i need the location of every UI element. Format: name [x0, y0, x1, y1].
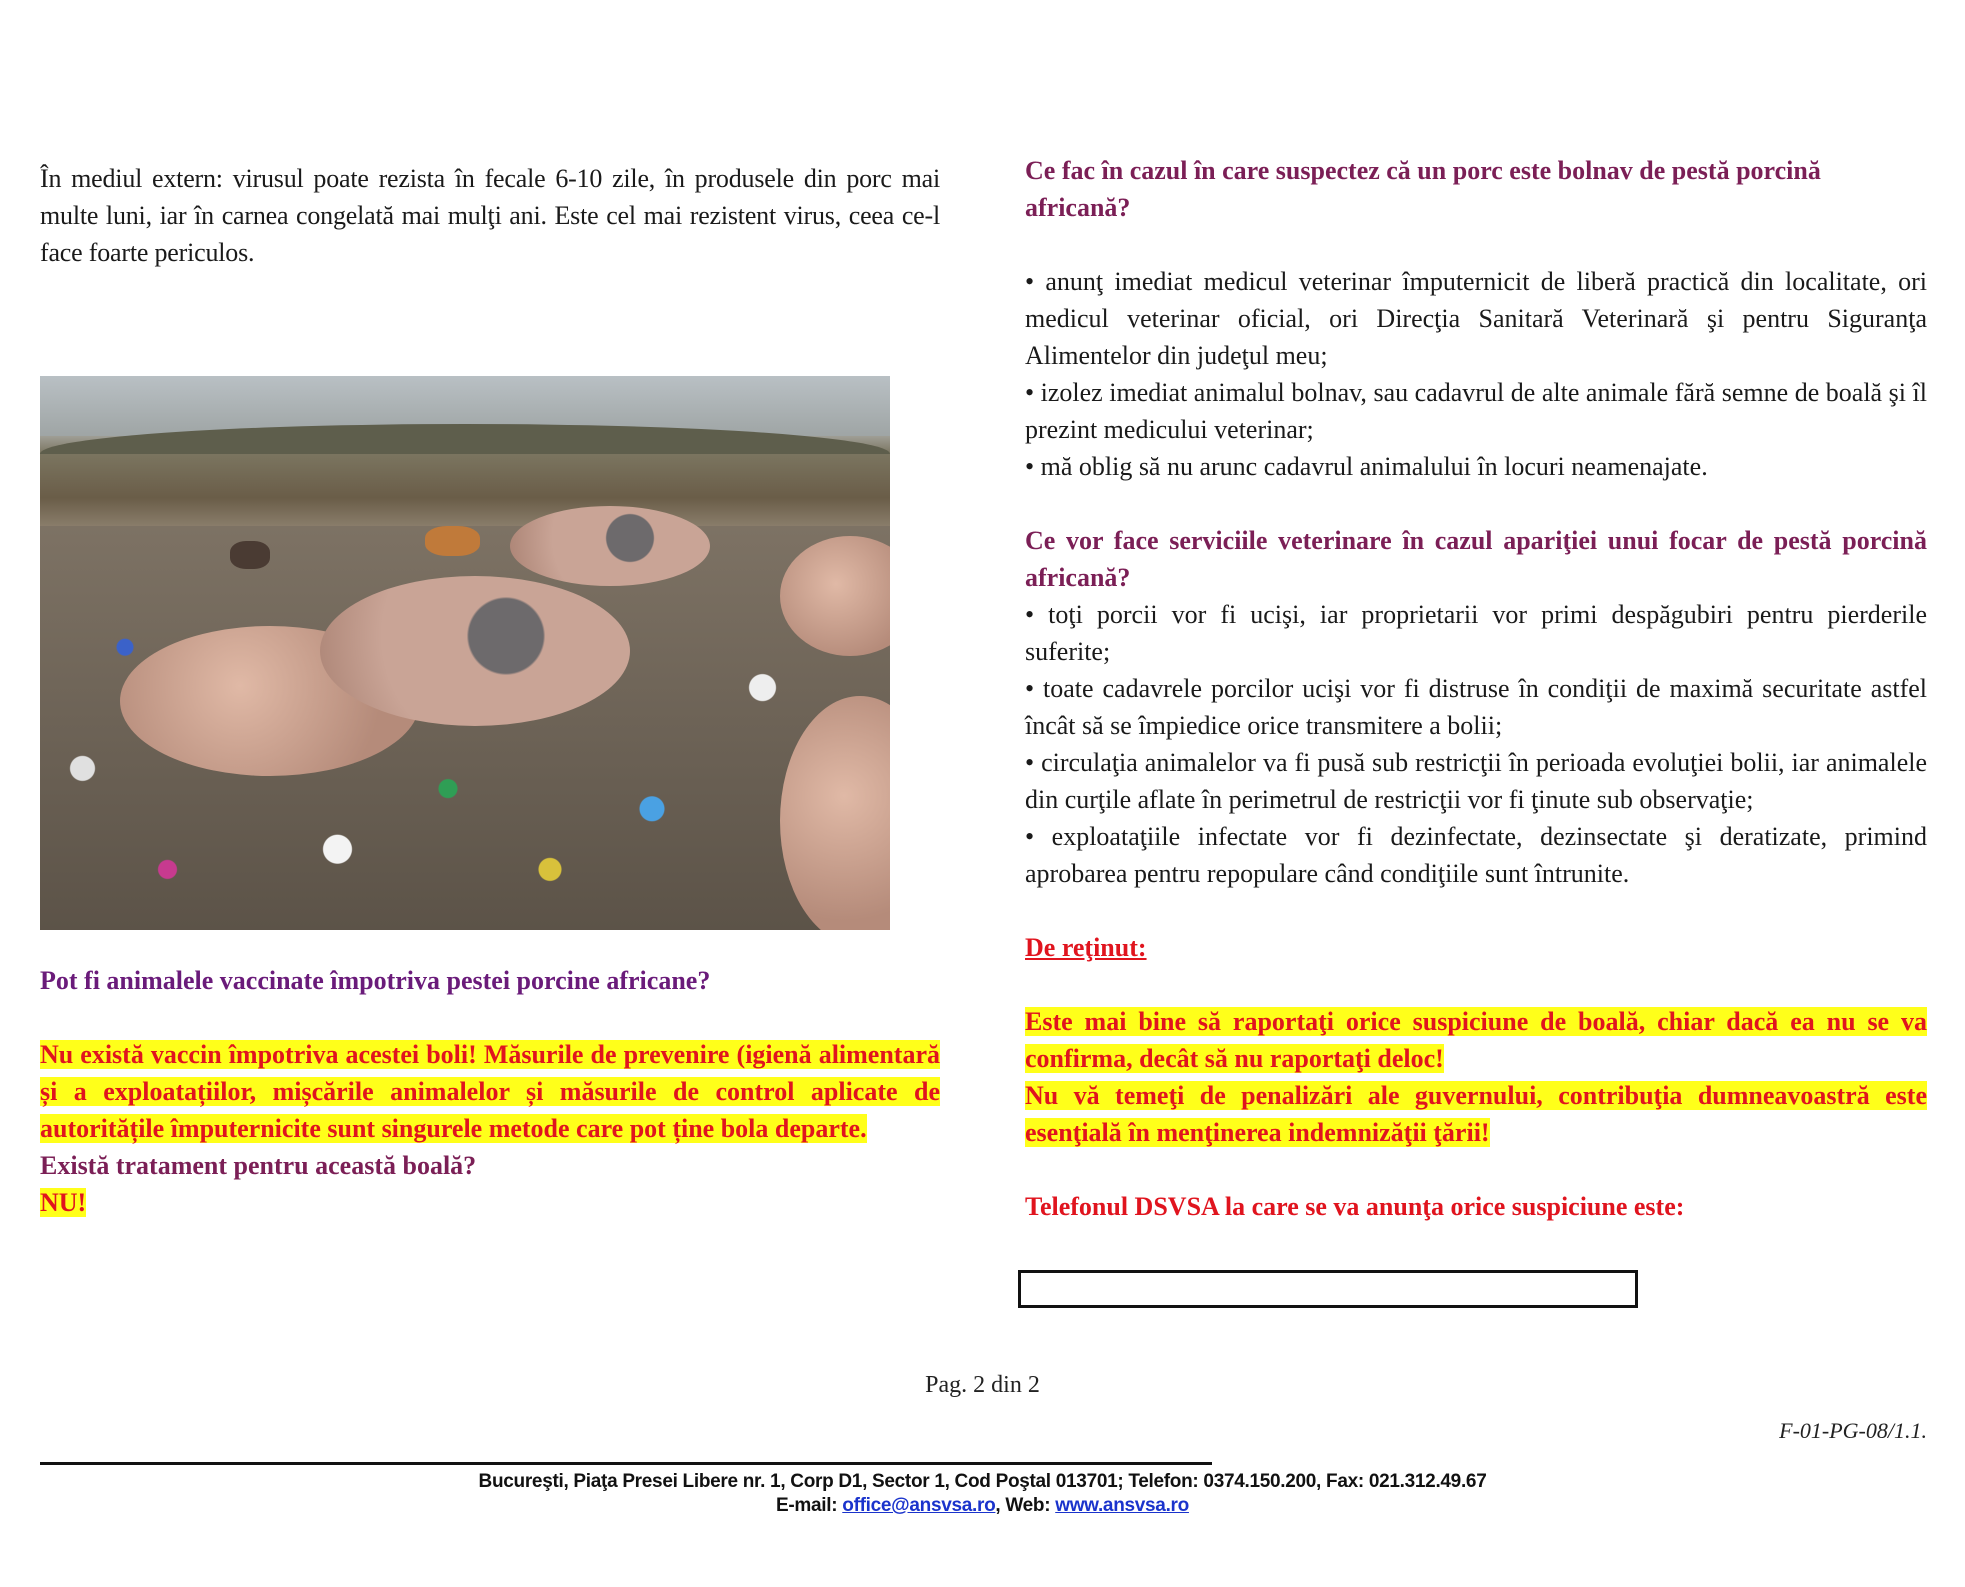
page-number: Pag. 2 din 2: [925, 1372, 1040, 1398]
email-prefix: E-mail:: [776, 1495, 843, 1516]
photo-pig: [510, 506, 710, 586]
outbreak-bullet: • circulaţia animalelor va fi pusă sub restricţii în perioada evoluţiei bolii, iar animalele din curţile aflate în perimetrul de restricţii vor fi ţinute sub observaţie;: [1025, 748, 1927, 814]
footer: [0, 1470, 1965, 1518]
vaccine-answer: [40, 1036, 940, 1147]
photo-dog: [425, 526, 480, 556]
treatment-answer: [40, 1184, 940, 1221]
photo-dog: [230, 541, 270, 569]
left-lower-section: [40, 962, 940, 1221]
outbreak-bullet: • toate cadavrele porcilor ucişi vor fi distruse în condiţii de maximă securitate astfel încât să se împiedice orice transmitere a bolii;: [1025, 674, 1927, 740]
treatment-answer-text: NU!: [40, 1188, 87, 1217]
phone-number-field[interactable]: [1018, 1270, 1638, 1308]
retain-note-1: [1025, 1003, 1927, 1077]
retain-note-2-text: Nu vă temeţi de penalizări ale guvernului, contribuţia dumneavoastră este esenţială în menţinerea indemnizăţii ţării!: [1025, 1081, 1927, 1147]
footer-contact: [0, 1494, 1965, 1518]
outbreak-bullet: • toţi porcii vor fi ucişi, iar proprietarii vor primi despăgubiri pentru pierderile suferite;: [1025, 600, 1927, 666]
pigs-landfill-photo: [40, 376, 890, 930]
web-prefix: , Web:: [995, 1495, 1056, 1516]
web-link[interactable]: www.ansvsa.ro: [1055, 1495, 1189, 1516]
suspect-bullet: • anunţ imediat medicul veterinar împuternicit de liberă practică din localitate, ori medicul veterinar oficial, ori Direcţia Sanitară Veterinară şi pentru Siguranţa Alimentelor din judeţul meu;: [1025, 267, 1927, 370]
vaccine-answer-text: Nu există vaccin împotriva acestei boli! Măsurile de prevenire (igienă alimentară și a exploatațiilor, mișcările animalelor și măsurile de control aplicate de autoritățile împuternicite sunt singurele metode care pot ține bola departe.: [40, 1040, 940, 1143]
vaccine-question: Pot fi animalele vaccinate împotriva pestei porcine africane?: [40, 966, 711, 995]
phone-label: Telefonul DSVSA la care se va anunţa orice suspiciune este:: [1025, 1192, 1685, 1221]
intro-paragraph: În mediul extern: virusul poate rezista în fecale 6-10 zile, în produsele din porc mai multe luni, iar în carnea congelată mai mulţi ani. Este cel mai rezistent virus, ceea ce-l face foarte periculos.: [40, 164, 940, 267]
footer-address: Bucureşti, Piaţa Presei Libere nr. 1, Corp D1, Sector 1, Cod Poştal 013701; Telefon: 0374.150.200, Fax: 021.312.49.67: [478, 1471, 1487, 1492]
right-column: [1025, 152, 1927, 1225]
outbreak-question: Ce vor face serviciile veterinare în cazul apariţiei unui focar de pestă porcină africană?: [1025, 526, 1927, 592]
footer-divider: [40, 1462, 1212, 1465]
suspect-question: Ce fac în cazul în care suspectez că un porc este bolnav de pestă porcină africană?: [1025, 156, 1821, 222]
email-link[interactable]: office@ansvsa.ro: [842, 1495, 996, 1516]
form-code: F-01-PG-08/1.1.: [1779, 1418, 1927, 1443]
left-column: [40, 160, 940, 271]
treatment-question: Există tratament pentru această boală?: [40, 1151, 477, 1180]
photo-pig: [320, 576, 630, 726]
retain-heading: De reţinut:: [1025, 933, 1147, 962]
outbreak-bullet: • exploataţiile infectate vor fi dezinfectate, dezinsectate şi deratizate, primind aprobarea pentru repopulare când condiţiile sunt întrunite.: [1025, 822, 1927, 888]
retain-note-1-text: Este mai bine să raportaţi orice suspiciune de boală, chiar dacă ea nu se va confirma, decât să nu raportaţi deloc!: [1025, 1007, 1927, 1073]
suspect-bullet: • mă oblig să nu arunc cadavrul animalului în locuri neamenajate.: [1025, 452, 1708, 481]
retain-note-2: [1025, 1077, 1927, 1151]
suspect-bullet: • izolez imediat animalul bolnav, sau cadavrul de alte animale fără semne de boală şi îl prezint medicului veterinar;: [1025, 378, 1927, 444]
